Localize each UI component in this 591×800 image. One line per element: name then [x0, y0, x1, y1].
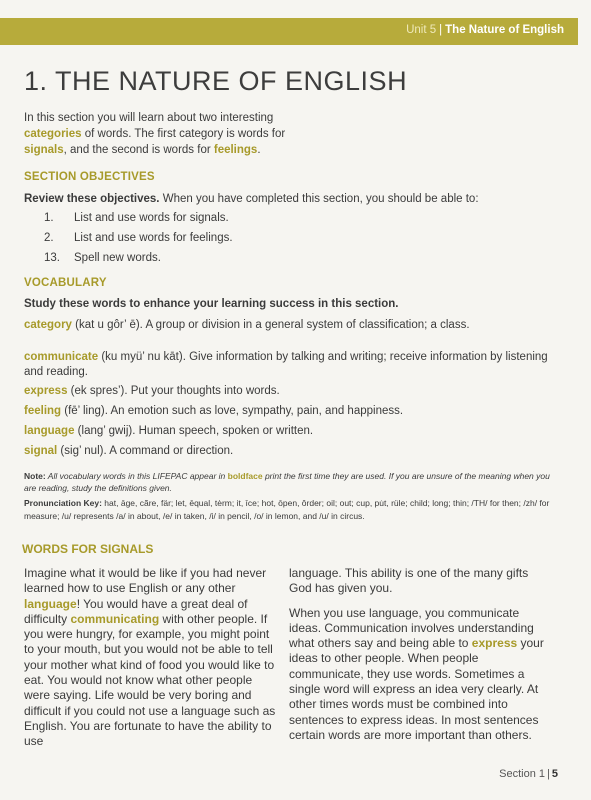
vocab-word: language: [24, 425, 75, 437]
vocab-word: category: [24, 319, 72, 331]
signals-heading: WORDS FOR SIGNALS: [22, 542, 154, 556]
header-separator: |: [439, 24, 443, 36]
vocabulary-intro: Study these words to enhance your learning success in this section.: [24, 298, 399, 310]
pronunciation-key-label: Pronunciation Key:: [24, 498, 102, 508]
signals-paragraph: language. This ability is one of the many gifts God has given you.: [289, 566, 529, 596]
page-footer: [499, 768, 558, 780]
objective-number: 1.: [44, 212, 54, 224]
running-header: [406, 24, 564, 36]
intro-paragraph: [24, 110, 294, 158]
text-run: with other people. If you were hungry, for example, you might point to your mouth, but you would not be able to tell your mother what kind of food you would like to eat. You would not know what other people were saying. Life would be very boring and difficult if you could not use a language such as English. You are fortunate to have the ability to use: [24, 611, 276, 749]
vocab-word: feeling: [24, 405, 62, 417]
objectives-lead-text: When you have completed this section, you should be able to:: [159, 193, 479, 205]
objectives-lead-bold: Review these objectives.: [24, 193, 160, 205]
objective-item: [44, 252, 161, 264]
vocab-definition: (ek spres’). Put your thoughts into words.: [67, 385, 280, 397]
signals-paragraph: [289, 606, 551, 744]
vocabulary-heading: VOCABULARY: [24, 277, 107, 289]
header-band: [0, 18, 578, 45]
vocab-entry: [24, 384, 559, 399]
vocab-definition: (ku myü’ nu kāt). Give information by talking and writing; receive information by listening and reading.: [24, 351, 548, 378]
text-run: ! You would have a great deal of difficulty: [24, 596, 248, 626]
unit-label: Unit 5: [406, 24, 437, 36]
note-text: All vocabulary words in this LIFEPAC appear in: [45, 471, 228, 481]
vocab-word-highlight: feelings: [213, 144, 258, 156]
vocab-entry: [24, 424, 559, 439]
text-run: .: [257, 144, 261, 156]
vocab-word-highlight: categories: [24, 128, 82, 140]
vocabulary-note: [24, 470, 559, 494]
footer-separator: |: [547, 768, 550, 780]
vocab-entry: [24, 350, 559, 380]
vocab-word-highlight: language: [24, 596, 77, 611]
text-run: of words. The first category is words for: [81, 128, 286, 140]
text-run: Imagine what it would be like if you had never learned how to use English or any other: [24, 566, 267, 596]
vocab-word-highlight: express: [471, 636, 518, 651]
pronunciation-key-text: hat, āge, cãre, fär; let, ēqual, tėrm; it, īce; hot, ōpen, ôrder; oil; out; cup, pu̇t, rüle; child; long; thin; /TH/ for then; /zh/ for measure; /u/ represents /a/ in about, /e/ in taken, /i/ in pencil, /o/ in lemon, and /u/ in circus.: [24, 498, 550, 521]
pronunciation-key: [24, 497, 564, 523]
objective-text: List and use words for signals.: [74, 212, 229, 224]
vocab-entry: [24, 318, 559, 333]
vocab-word-highlight: signals: [24, 144, 64, 156]
vocab-definition: (sig’ nul). A command or direction.: [57, 445, 234, 457]
page-number: 5: [551, 768, 558, 780]
objective-item: [44, 232, 233, 244]
objective-number: 2.: [44, 232, 54, 244]
objective-text: List and use words for feelings.: [74, 232, 233, 244]
objective-number: 13.: [44, 252, 60, 264]
objective-text: Spell new words.: [74, 252, 161, 264]
signals-paragraph: [24, 566, 280, 750]
objectives-heading: SECTION OBJECTIVES: [24, 171, 155, 183]
page-title: 1. THE NATURE OF ENGLISH: [24, 66, 408, 96]
vocab-entry: [24, 444, 559, 459]
vocab-entry: [24, 404, 559, 419]
text-run: , and the second is words for: [63, 144, 214, 156]
vocab-definition: (fē’ ling). An emotion such as love, sympathy, pain, and happiness.: [61, 405, 404, 417]
vocab-word: communicate: [24, 351, 99, 363]
vocab-definition: (lang’ gwij). Human speech, spoken or written.: [74, 425, 314, 437]
objectives-lead: [24, 192, 554, 207]
text-run: your ideas to other people. When people communicate, they use words. Sometimes a single word will express an idea very clearly. At other times words must be combined into sentences to express ideas. In most sentences certain words are more important than others.: [289, 636, 544, 742]
objective-item: [44, 212, 229, 224]
vocab-word: signal: [24, 445, 58, 457]
text-run: In this section you will learn about two interesting: [24, 112, 274, 124]
signals-column-left: [24, 566, 280, 759]
signals-column-right: [289, 566, 551, 752]
note-text: print the first time they are used. If you are unsure of the meaning when you are reading, study the definitions given.: [24, 471, 550, 493]
vocab-word: express: [24, 385, 68, 397]
footer-section: Section 1: [499, 768, 546, 780]
text-run: When you use language, you communicate ideas. Communication involves understanding what others say and being able to: [289, 605, 534, 651]
vocab-definition: (kat u gôr’ ē). A group or division in a general system of classification; a class.: [71, 319, 470, 331]
unit-title: The Nature of English: [445, 24, 564, 36]
note-boldface: boldface: [227, 471, 263, 481]
note-label: Note:: [24, 471, 46, 481]
vocab-word-highlight: communicating: [70, 611, 160, 626]
